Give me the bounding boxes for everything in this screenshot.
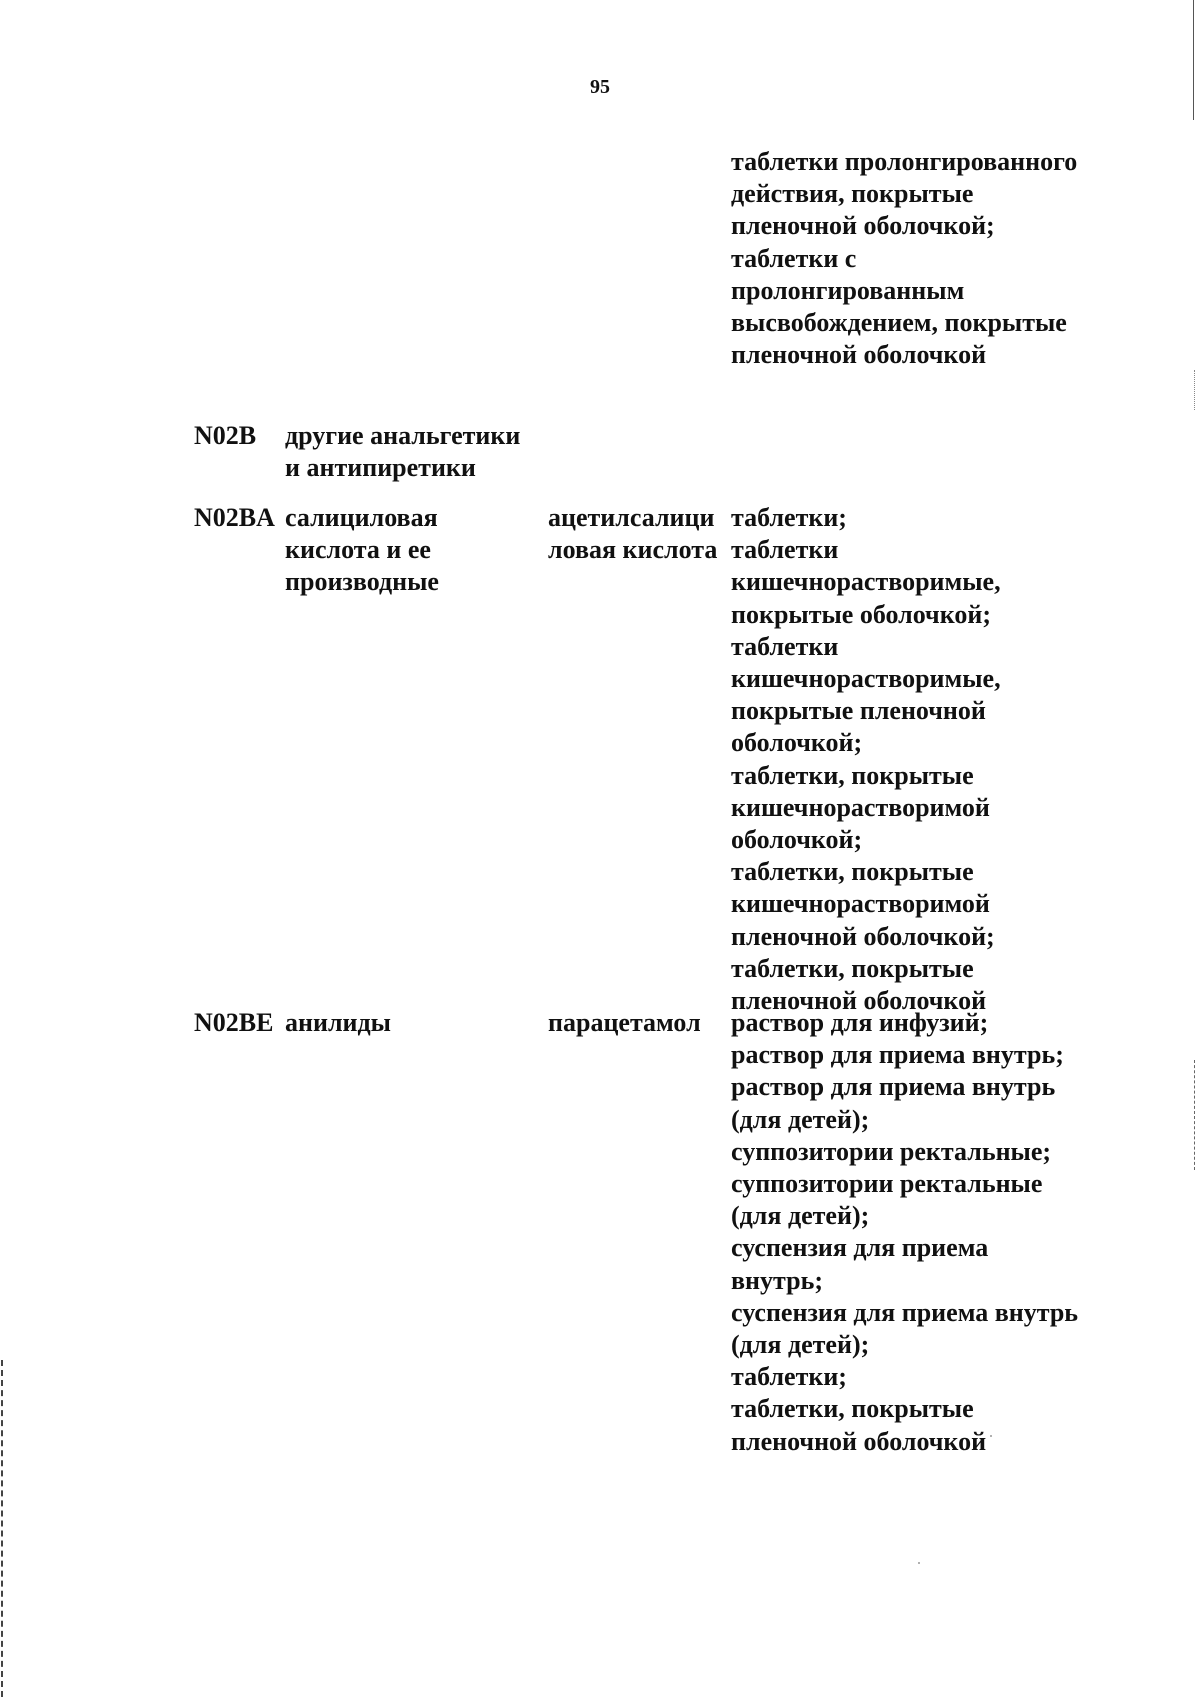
scan-speck (918, 1562, 920, 1564)
row-n02b-group: другие анальгетики и антипиретики (285, 421, 521, 483)
row-n02be-forms: раствор для инфузий; раствор для приема внутрь; раствор для приема внутрь (для детей); суппозитории ректальные; суппозитории ректальные (для детей); суспензия для приема внутрь; суспензия для приема внутрь (для детей); таблетки; таблетки, покрытые пленочной оболочкой (731, 1008, 1079, 1456)
row-n02be-group: анилиды (285, 1008, 391, 1037)
page-number: 95 (590, 76, 610, 98)
row-n02ba-code: N02BA (194, 503, 275, 532)
scan-edge-mark (1193, 0, 1194, 120)
scan-speck (990, 1435, 992, 1437)
scan-edge-mark (1, 1360, 3, 1697)
continuation-forms: таблетки пролонгированного действия, покрытые пленочной оболочкой; таблетки с пролонгированным высвобождением, покрытые пленочной оболочкой (731, 147, 1078, 370)
row-n02b-code: N02B (194, 421, 257, 450)
scan-edge-mark (1194, 370, 1195, 410)
row-n02ba-substance: ацетилсалици ловая кислота (548, 503, 718, 565)
scan-edge-mark (1194, 1060, 1195, 1170)
row-n02be-code: N02BE (194, 1008, 274, 1037)
row-n02ba-forms: таблетки; таблетки кишечнорастворимые, покрытые оболочкой; таблетки кишечнорастворимые, покрытые пленочной оболочкой; таблетки, покрытые кишечнорастворимой оболочкой; таблетки, покрытые кишечнорастворимой пленочной оболочкой; таблетки, покрытые пленочной оболочкой (731, 503, 1001, 1016)
row-n02ba-group: салициловая кислота и ее производные (285, 503, 439, 597)
row-n02be-substance: парацетамол (548, 1008, 701, 1037)
